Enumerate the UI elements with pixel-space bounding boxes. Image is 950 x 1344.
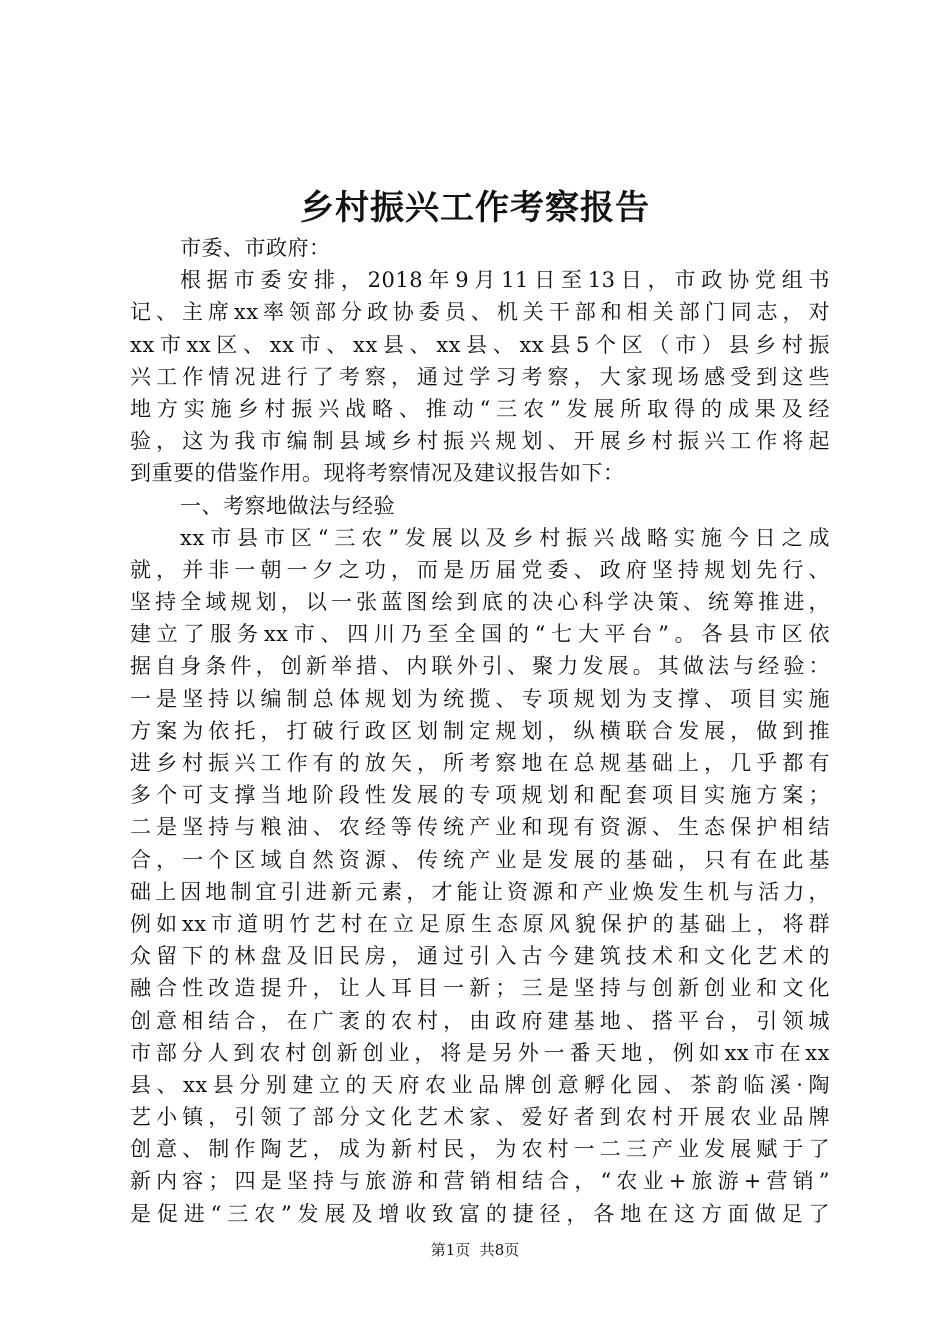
paragraph-line: 融合性改造提升，让人耳目一新；三是坚持与创新创业和文化: [130, 976, 830, 1001]
paragraph-line: 方案为依托，打破行政区划制定规划，纵横联合发展，做到推: [130, 718, 830, 743]
paragraph-line: 根据市委安排，2018年9月11日至13日，市政协党组书: [180, 268, 830, 293]
paragraph-line: 创意相结合，在广袤的农村，由政府建基地、搭平台，引领城: [130, 1008, 830, 1033]
paragraph-line: 验，这为我市编制县域乡村振兴规划、开展乡村振兴工作将起: [130, 429, 830, 454]
paragraph-line: 础上因地制宜引进新元素，才能让资源和产业焕发生机与活力，: [130, 879, 830, 904]
paragraph-line: 据自身条件，创新举措、内联外引、聚力发展。其做法与经验：: [130, 654, 830, 679]
paragraph-line: 是促进“三农”发展及增收致富的捷径，各地在这方面做足了: [130, 1201, 830, 1226]
paragraph-line: 坚持全域规划，以一张蓝图绘到底的决心科学决策、统筹推进，: [130, 590, 830, 615]
paragraph-line: 进乡村振兴工作有的放矢，所考察地在总规基础上，几乎都有: [130, 751, 830, 775]
paragraph-line: 众留下的林盘及旧民房，通过引入古今建筑技术和文化艺术的: [130, 944, 830, 969]
paragraph-line: 到重要的借鉴作用。现将考察情况及建议报告如下：: [130, 461, 625, 486]
salutation-line: 市委、市政府：: [180, 236, 331, 260]
paragraph-line: 市部分人到农村创新创业，将是另外一番天地，例如xx市在xx: [130, 1040, 830, 1065]
paragraph-line: 兴工作情况进行了考察，通过学习考察，大家现场感受到这些: [130, 364, 830, 389]
paragraph-line: 多个可支撑当地阶段性发展的专项规划和配套项目实施方案；: [130, 783, 830, 808]
section-heading: 一、考察地做法与经验: [180, 493, 395, 518]
paragraph-line: 地方实施乡村振兴战略、推动“三农”发展所取得的成果及经: [130, 396, 830, 421]
paragraph-line: 创意、制作陶艺，成为新村民，为农村一二三产业发展赋于了: [130, 1137, 830, 1162]
paragraph-line: 新内容；四是坚持与旅游和营销相结合，“农业+旅游+营销”: [130, 1169, 830, 1194]
paragraph-line: 例如xx市道明竹艺村在立足原生态原风貌保护的基础上，将群: [130, 911, 830, 936]
paragraph-line: 记、主席xx率领部分政协委员、机关干部和相关部门同志，对: [130, 300, 830, 325]
page-number-footer: 第1页 共8页: [430, 1241, 520, 1259]
document-body: [130, 232, 830, 1230]
paragraph-line: 合，一个区域自然资源、传统产业是发展的基础，只有在此基: [130, 847, 830, 872]
paragraph-line: 县、xx县分别建立的天府农业品牌创意孵化园、茶韵临溪·陶: [130, 1072, 830, 1097]
paragraph-line: xx市xx区、xx市、xx县、xx县、xx县5个区（市）县乡村振: [130, 332, 830, 357]
paragraph-line: 二是坚持与粮油、农经等传统产业和现有资源、生态保护相结: [130, 815, 830, 840]
paragraph-line: 一是坚持以编制总体规划为统揽、专项规划为支撑、项目实施: [130, 686, 830, 711]
paragraph-line: 建立了服务xx市、四川乃至全国的“七大平台”。各县市区依: [130, 622, 830, 647]
paragraph-line: xx市县市区“三农”发展以及乡村振兴战略实施今日之成: [180, 525, 830, 550]
paragraph-line: 艺小镇，引领了部分文化艺术家、爱好者到农村开展农业品牌: [130, 1105, 830, 1130]
paragraph-line: 就，并非一朝一夕之功，而是历届党委、政府坚持规划先行、: [130, 557, 830, 582]
document-title: 乡村振兴工作考察报告: [300, 188, 650, 228]
